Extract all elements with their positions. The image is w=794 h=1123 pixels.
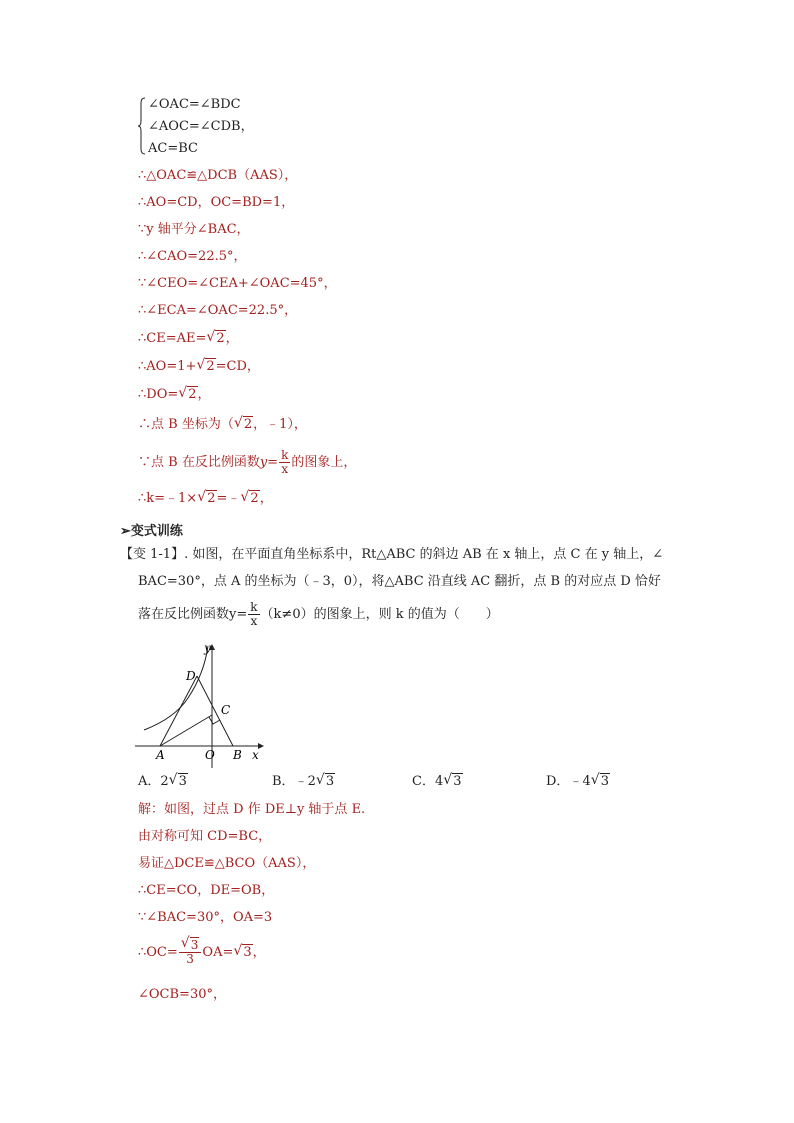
- system-line-3: AC=BC: [148, 141, 198, 156]
- proof-line-k: ∴k=﹣1×√ 2=﹣√ 2，: [138, 490, 273, 508]
- solution-line-1: 解：如图，过点 D 作 DE⊥y 轴于点 E.: [138, 802, 366, 817]
- solution-line-5: ∵∠BAC=30°，OA=3: [138, 910, 273, 925]
- system-line-2: ∠AOC=∠CDB，: [148, 119, 254, 134]
- proof-line: ∵∠CEO=∠CEA+∠OAC=45°，: [138, 276, 337, 291]
- section-title: ➢变式训练: [120, 524, 183, 539]
- label-C: C: [221, 703, 231, 717]
- label-B: B: [233, 748, 242, 762]
- geometry-figure: [130, 638, 270, 768]
- solution-line-4: ∴CE=CO，DE=OB，: [138, 883, 275, 898]
- x-axis-arrow: [258, 743, 264, 749]
- option-b[interactable]: B．﹣2√ 3: [272, 773, 335, 791]
- problem-line-2: BAC=30°，点 A 的坐标为（﹣3，0），将△ABC 沿直线 AC 翻折，点 B 的对应点 D 恰好: [138, 574, 661, 589]
- problem-line-1: 【变 1-1】. 如图，在平面直角坐标系中，Rt△ABC 的斜边 AB 在 x 轴上，点 C 在 y 轴上，∠: [120, 547, 664, 562]
- proof-line-do: ∴DO=√ 2，: [138, 386, 211, 404]
- proof-line: ∴∠ECA=∠OAC=22.5°，: [138, 303, 298, 318]
- left-brace: [138, 97, 146, 155]
- option-d[interactable]: D．﹣4√ 3: [546, 773, 610, 791]
- solution-line-7: ∠OCB=30°，: [138, 987, 226, 1002]
- solution-line-2: 由对称可知 CD=BC，: [138, 829, 272, 844]
- option-c[interactable]: C．4√ 3: [412, 773, 463, 791]
- option-a[interactable]: A．2√ 3: [138, 773, 188, 791]
- proof-line-ao: ∴AO=1+√ 2=CD，: [138, 358, 260, 376]
- solution-line-6: ∴OC= √ $\frac{3}{3}$ OA=√ 3，: [138, 938, 266, 968]
- proof-line: ∴AO=CD，OC=BD=1，: [138, 195, 295, 210]
- proof-line-ce: ∴CE=AE=√ 2，: [138, 330, 239, 348]
- label-A: A: [156, 748, 165, 762]
- label-D: D: [186, 669, 196, 683]
- proof-line: ∵y 轴平分∠BAC，: [138, 222, 250, 237]
- solution-line-3: 易证△DCE≌△BCO（AAS），: [138, 856, 316, 871]
- proof-line: ∴△OAC≌△DCB（AAS），: [138, 168, 298, 183]
- system-line-1: ∠OAC=∠BDC: [148, 97, 241, 112]
- label-O: O: [205, 748, 215, 762]
- label-x: x: [252, 748, 259, 762]
- problem-line-3: 落在反比例函数y= $\frac{k}{x}$ （k≠0）的图象上，则 k 的值为（ ）: [138, 600, 499, 628]
- label-y: y: [204, 641, 211, 655]
- proof-line: ∴∠CAO=22.5°，: [138, 249, 247, 264]
- proof-line-b-coord: ∴点 B 坐标为（√ 2，﹣1），: [138, 416, 307, 434]
- proof-line-inverse: ∵点 B 在反比例函数y= $\frac{k}{x}$ 的图象上，: [138, 448, 357, 476]
- hyperbola-curve: [144, 646, 208, 730]
